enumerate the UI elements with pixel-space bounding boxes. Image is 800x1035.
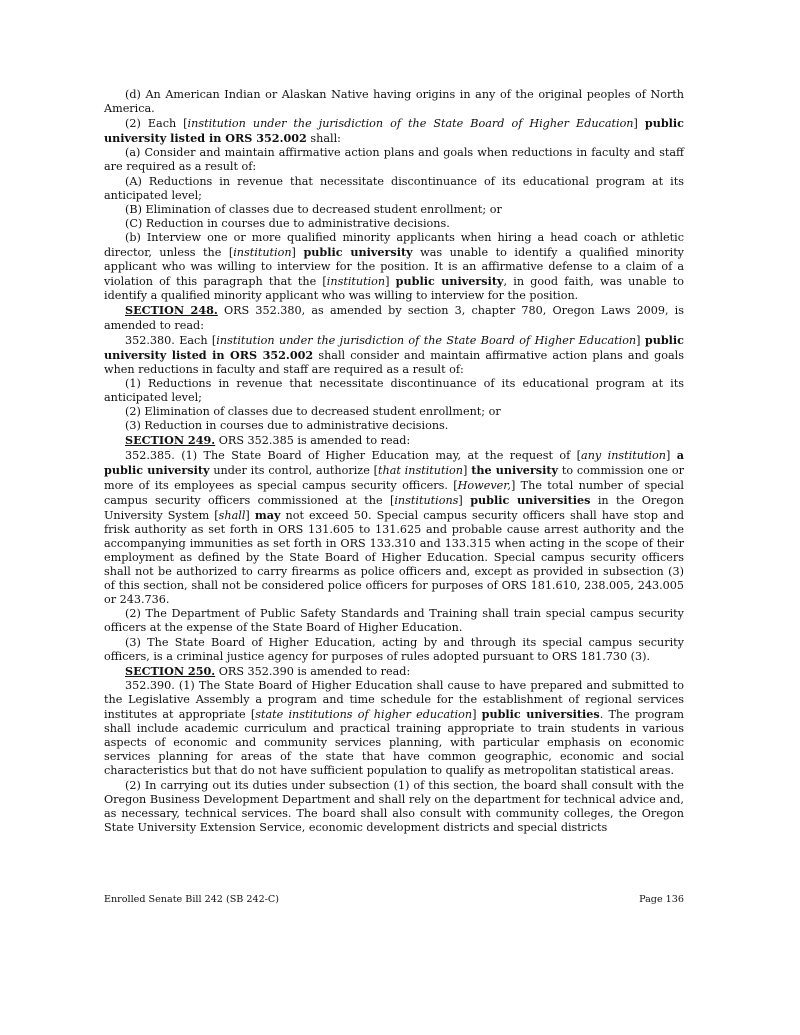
document-body (104, 88, 684, 835)
section-250-label: SECTION 250. (125, 663, 216, 678)
paragraph-352-390: 352.390. (1) The State Board of Higher Education shall cause to have prepared and submitted to the Legislative Assembly a program and time schedule for the establishment of regional services institutes at appropriate [state institutions of higher education] public universities. The program shall include academic curriculum and practical training appropriate to train students in various aspects of economic and community services planning, with particular emphasis on economic services planning for areas of the state that have common geographic, economic and social characteristics but that do not have sufficient population to qualify as metropolitan statistical areas. (104, 678, 684, 778)
footer-page-number: Page 136 (639, 894, 684, 905)
paragraph-352-385: 352.385. (1) The State Board of Higher Education may, at the request of [any institution] a public university under its control, authorize [that institution] the university to commission one or more of its employees as special campus security officers. [However,] The total number of special campus security officers commissioned at the [institutions] public universities in the Oregon University System [shall] may not exceed 50. Special campus security officers shall have stop and frisk authority as set forth in ORS 131.605 to 131.625 and probable cause arrest authority and the accompanying immunities as set forth in ORS 133.310 and 133.315 when acting in the scope of their employment as defined by the State Board of Higher Education. Special campus security officers shall not be authorized to carry firearms as police officers and, except as provided in subsection (3) of this section, shall not be considered police officers for purposes of ORS 181.610, 238.005, 243.005 or 243.736. (104, 448, 685, 607)
paragraph-352-380: 352.380. Each [institution under the jurisdiction of the State Board of Higher Education] public university listed in ORS 352.002 shall consider and maintain affirmative action plans and goals when reductions in faculty and staff are required as a result of: (104, 332, 684, 376)
footer-bill-name: Enrolled Senate Bill 242 (SB 242-C) (104, 894, 279, 905)
paragraph-2-carrying-out: (2) In carrying out its duties under subsection (1) of this section, the board shall consult with the Oregon Business Development Department and shall rely on the department for technical advice and, as necessary, technical services. The board shall also consult with community colleges, the Oregon State University Extension Service, economic development districts and special districts (104, 778, 684, 834)
paragraph-3-state-board: (3) The State Board of Higher Education, acting by and through its special campus security officers, is a criminal justice agency for purposes of rules adopted pursuant to ORS 181.730 (3). (104, 635, 684, 663)
paragraph-2-elimination: (2) Elimination of classes due to decreased student enrollment; or (125, 405, 501, 419)
paragraph-1-reductions: (1) Reductions in revenue that necessitate discontinuance of its educational program at its anticipated level; (104, 376, 684, 404)
section-248-label: SECTION 248. (125, 303, 218, 318)
paragraph-3-reduction: (3) Reduction in courses due to administrative decisions. (125, 419, 449, 433)
paragraph-2-each: (2) Each [institution under the jurisdiction of the State Board of Higher Education] public university listed in ORS 352.002 shall: (104, 116, 684, 146)
paragraph-d-american-indian: (d) An American Indian or Alaskan Native having origins in any of the original peoples of North America. (104, 88, 684, 116)
paragraph-b-interview: (b) Interview one or more qualified minority applicants when hiring a head coach or athletic director, unless the [institution] public university was unable to identify a qualified minority applicant who was willing to interview for the position. It is an affirmative defense to a claim of a violation of this paragraph that the [institution] public university, in good faith, was unable to identify a qualified minority applicant who was willing to interview for the position. (104, 230, 685, 303)
section-248: SECTION 248. ORS 352.380, as amended by section 3, chapter 780, Oregon Laws 2009, is amended to read: (104, 303, 684, 332)
paragraph-a-consider: (a) Consider and maintain affirmative action plans and goals when reductions in faculty and staff are required as a result of: (104, 146, 684, 174)
paragraph-B-elimination: (B) Elimination of classes due to decreased student enrollment; or (125, 202, 502, 216)
page-footer (104, 894, 684, 905)
section-249-label: SECTION 249. (125, 433, 216, 448)
section-250: SECTION 250. ORS 352.390 is amended to read: (125, 663, 411, 678)
section-249: SECTION 249. ORS 352.385 is amended to read: (125, 433, 411, 448)
paragraph-2-department: (2) The Department of Public Safety Standards and Training shall train special campus security officers at the expense of the State Board of Higher Education. (104, 607, 684, 635)
paragraph-C-reduction: (C) Reduction in courses due to administrative decisions. (125, 216, 450, 230)
paragraph-A-reductions: (A) Reductions in revenue that necessitate discontinuance of its educational program at its anticipated level; (104, 174, 684, 202)
